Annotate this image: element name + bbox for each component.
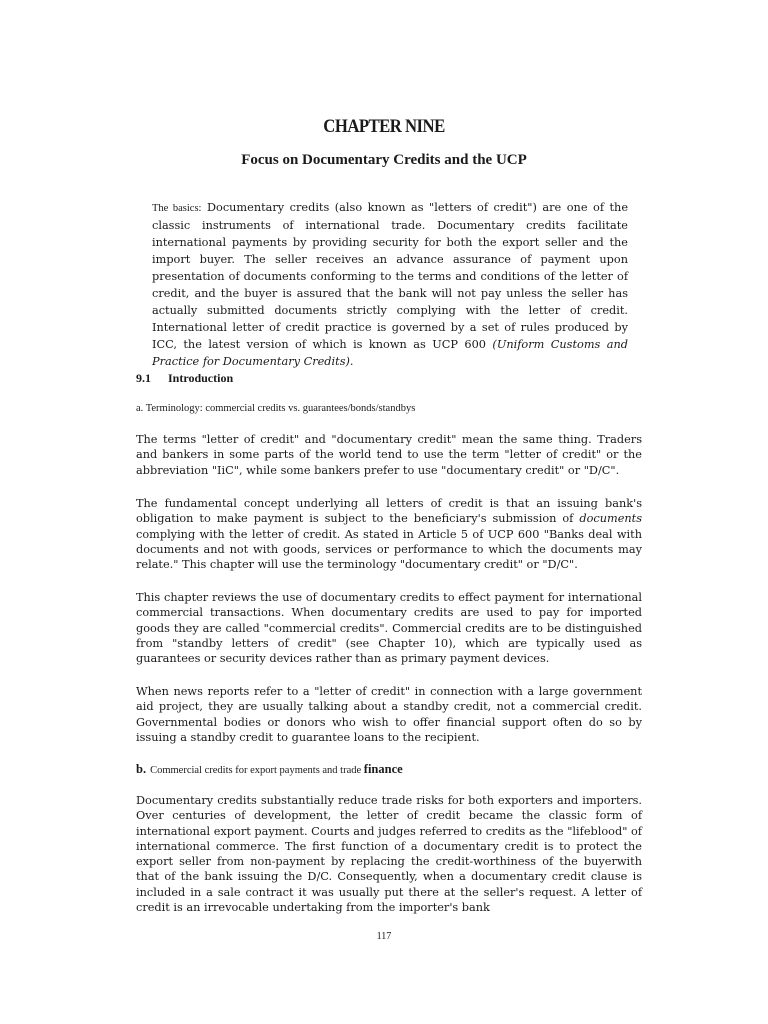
section-number: 9.1 — [136, 371, 151, 385]
basics-end: . — [349, 355, 354, 368]
basics-italic: (Uniform Customs and Practice for Documentary Credits) — [152, 338, 629, 368]
paragraph-terms: The terms "letter of credit" and "documentary credit" mean the same thing. Traders and bankers in some parts of the world tend to use the term "letter of credit" or the abbreviation "IiC", while some bankers prefer to use "documentary credit" or "D/C". — [136, 433, 642, 477]
paragraph-fundamental-rest: complying with the letter of credit. As stated in Article 5 of UCP 600 "Banks deal with documents and not with goods, services or performance to which the documents may relate." This chapter will use the terminology "documentary credit" or "D/C". — [136, 527, 642, 572]
paragraph-review: This chapter reviews the use of documentary credits to effect payment for international commercial transactions. When documentary credits are used to pay for imported goods they are called "commercial credits". Commercial credits are to be distinguished from "standby letters of credit" (see Chapter 10), which are typically used as guarantees or security devices rather than as primary payment devices. — [136, 591, 642, 666]
paragraph-documentary: Documentary credits substantially reduce trade risks for both exporters and importers. Over centuries of development, the letter of credit became the classic form of international export payment. Courts and judges referred to credits as the "lifeblood" of international commerce. The first function of a documentary credit is to protect the export seller from non-payment by replacing the credit-worthiness of the buyerwith that of the bank issuing the D/C. Consequently, when a documentary credit clause is included in a sale contract it was usually put there at the seller's request. A letter of credit is an irrevocable undertaking from the importer's bank — [136, 794, 642, 915]
section-heading — [136, 371, 233, 386]
subheading-b-bold: finance — [363, 762, 403, 776]
subheading-b-letter: b. — [136, 762, 147, 776]
subheading-a: a. Terminology: commercial credits vs. guarantees/bonds/standbys — [136, 403, 416, 414]
paragraph-fundamental-text: The fundamental concept underlying all letters of credit is that an issuing bank's obligation to make payment is subject to the beneficiary's submission of — [136, 497, 642, 526]
basics-text: Documentary credits (also known as "letters of credit") are one of the classic instruments of international trade. Documentary credits facilitate international payments by providing security for both the export seller and the import buyer. The seller receives an advance assurance of payment upon presentation of documents conforming to the terms and conditions of the letter of credit, and the buyer is assured that the bank will not pay unless the seller has actually submitted documents strictly complying with the letter of credit. International letter of credit practice is governed by a set of rules produced by ICC, the latest version of which is known as UCP 600 — [152, 201, 629, 351]
paragraph-fundamental-italic: documents — [579, 512, 642, 526]
paragraph-fundamental — [136, 496, 642, 572]
basics-lead: The basics: — [152, 203, 202, 214]
subheading-b — [136, 762, 403, 777]
chapter-subtitle: Focus on Documentary Credits and the UCP — [241, 152, 527, 168]
section-title: Introduction — [168, 371, 234, 385]
paragraph-news: When news reports refer to a "letter of credit" in connection with a large government aid project, they are usually talking about a standby credit, not a commercial credit. Governmental bodies or donors who wish to offer financial support often do so by issuing a standby credit to guarantee loans to the recipient. — [136, 685, 642, 744]
basics-paragraph — [152, 199, 628, 370]
chapter-title: CHAPTER NINE — [323, 116, 445, 137]
page-number: 117 — [376, 931, 392, 942]
subheading-b-text: Commercial credits for export payments and trade — [150, 765, 364, 776]
